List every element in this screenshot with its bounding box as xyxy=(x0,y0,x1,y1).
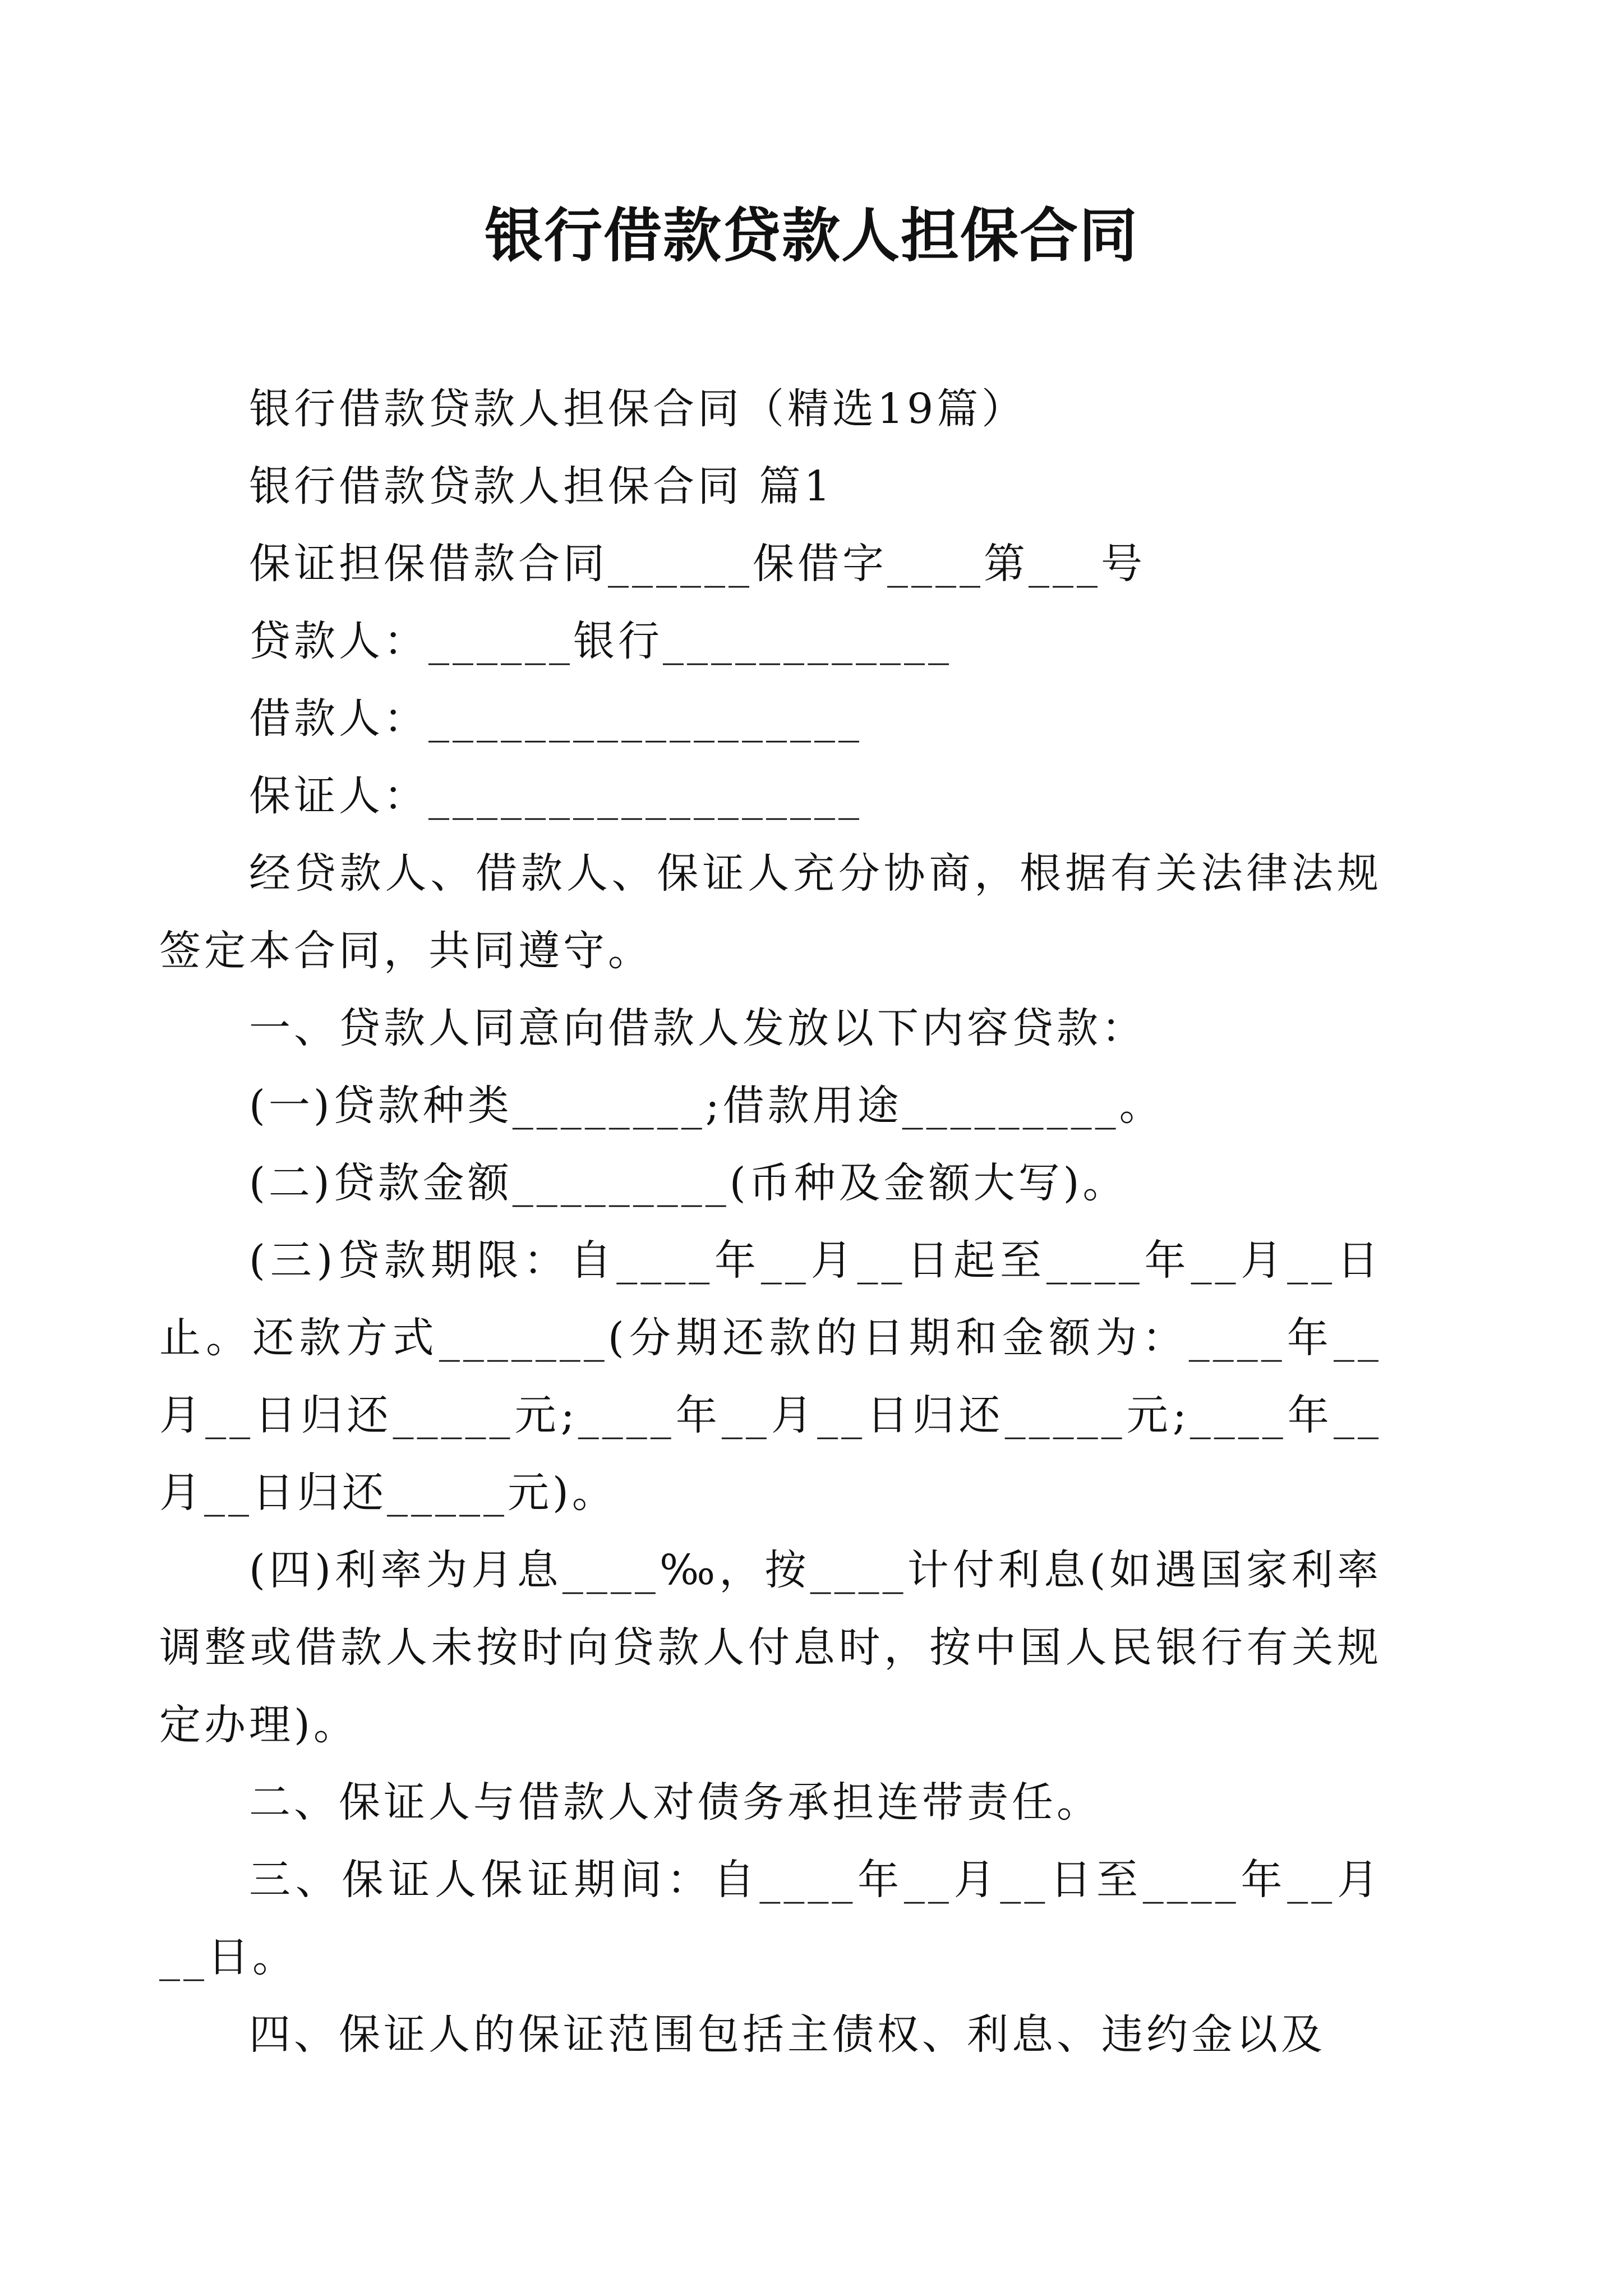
contract-paragraph: (三)贷款期限：自____年__月__日起至____年__月__日止。还款方式_______(分期还款的日期和金额为：____年__月__日归还_____元;____年__月__日归还_____元;____年__月__日归还_____元)。 xyxy=(159,1236,1382,1517)
contract-paragraph: 四、保证人的保证范围包括主债权、利息、违约金以及 xyxy=(249,2010,1326,2059)
section-heading: 银行借款贷款人担保合同 篇1 xyxy=(249,462,834,510)
contract-paragraph: 三、保证人保证期间：自____年__月__日至____年__月__日。 xyxy=(159,1856,1382,1981)
document-subtitle: 银行借款贷款人担保合同（精选19篇） xyxy=(249,385,1027,433)
contract-paragraph: (一)贷款种类________;借款用途_________。 xyxy=(249,1082,1164,1130)
contract-paragraph: 经贷款人、借款人、保证人充分协商，根据有关法律法规签定本合同，共同遵守。 xyxy=(159,849,1382,975)
document-title: 银行借款贷款人担保合同 xyxy=(484,201,1138,270)
contract-paragraph: 二、保证人与借款人对债务承担连带责任。 xyxy=(249,1778,1101,1826)
contract-number-line: 保证担保借款合同______保借字____第___号 xyxy=(249,540,1146,588)
contract-paragraph: 一、贷款人同意向借款人发放以下内容贷款： xyxy=(249,1004,1146,1052)
borrower-line: 借款人：__________________ xyxy=(249,694,863,743)
guarantor-line: 保证人：__________________ xyxy=(249,772,863,820)
contract-paragraphs xyxy=(159,835,1382,2073)
document-body xyxy=(249,370,1382,835)
lender-line: 贷款人：______银行____________ xyxy=(249,617,952,665)
contract-paragraph: (二)贷款金额_________(币种及金额大写)。 xyxy=(249,1159,1128,1207)
contract-paragraph: (四)利率为月息____‰，按____计付利息(如遇国家利率调整或借款人未按时向贷款人付息时，按中国人民银行有关规定办理)。 xyxy=(159,1546,1382,1749)
